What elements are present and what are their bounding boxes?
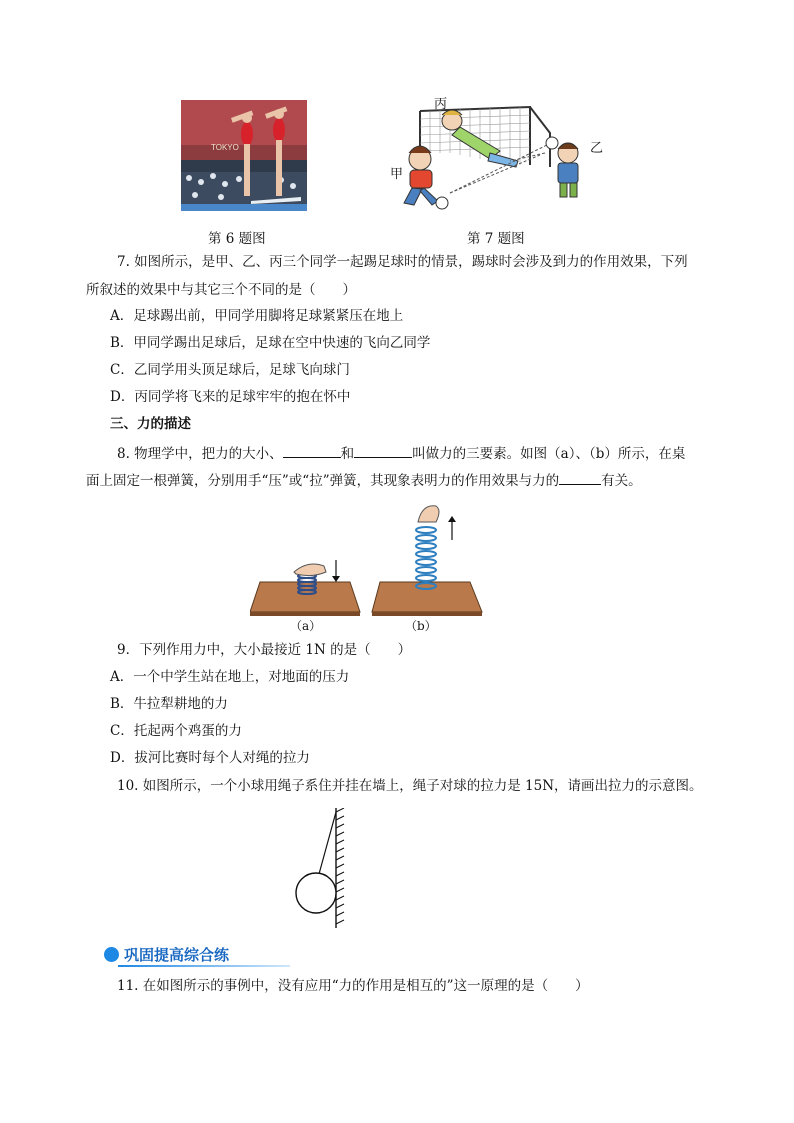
fig8-springs [250, 500, 490, 633]
q7-stem-line1: 7. 如图所示，是甲、乙、丙三个同学一起踢足球时的情景，踢球时会涉及到力的作用效果，下列 [117, 254, 688, 270]
q7-option-c: C．乙同学用头顶足球后，足球飞向球门 [110, 362, 350, 378]
q8-blank-1 [283, 443, 341, 458]
fig6-caption: 第 6 题图 [208, 231, 266, 247]
fig6-photo [181, 100, 307, 211]
q8-text-c: 叫做力的三要素。如图（a）、（b）所示，在桌 [412, 446, 686, 462]
q7-stem-line2: 所叙述的效果中与其它三个不同的是（ ） [86, 282, 356, 298]
q9-option-c: C．托起两个鸡蛋的力 [110, 723, 242, 739]
section-banner [100, 943, 290, 967]
fig7-illustration [390, 93, 620, 218]
banner-title: 巩固提高综合练 [124, 946, 230, 964]
q8-line2 [86, 470, 642, 491]
q8-text-a: 8. 物理学中，把力的大小、 [117, 446, 283, 462]
q8-text-d: 面上固定一根弹簧，分别用手“压”或“拉”弹簧，其现象表明力的作用效果与力的 [86, 473, 560, 489]
q10-stem: 10. 如图所示，一个小球用绳子系住并挂在墙上，绳子对球的拉力是 15N，请画出拉力的示意图。 [117, 778, 703, 794]
q7-option-d: D．丙同学将飞来的足球牢牢的抱在怀中 [110, 389, 351, 405]
q8-text-b: 和 [340, 446, 355, 462]
q8-text-e: 有关。 [601, 473, 642, 489]
fig6-photo-text: TOKYO [211, 143, 239, 152]
q8-blank-3 [559, 470, 601, 485]
fig10-ball-wall [290, 808, 360, 930]
fig7-label-jia: 甲 [390, 167, 404, 182]
q11-stem: 11. 在如图所示的事例中，没有应用“力的作用是相互的”这一原理的是（ ） [117, 978, 589, 994]
q8-line1 [117, 443, 685, 464]
fig7-label-yi: 乙 [590, 141, 604, 156]
fig7-caption: 第 7 题图 [467, 231, 525, 247]
fig7-label-bing: 丙 [434, 97, 448, 112]
q9-option-b: B．牛拉犁耕地的力 [110, 696, 228, 712]
q7-option-a: A．足球踢出前，甲同学用脚将足球紧紧压在地上 [110, 308, 404, 324]
banner-dot-icon [104, 947, 119, 962]
fig8-label-a: （a） [290, 619, 322, 633]
q9-option-d: D．拔河比赛时每个人对绳的拉力 [110, 750, 310, 766]
banner-underline [118, 965, 290, 967]
q9-option-a: A．一个中学生站在地上，对地面的压力 [110, 669, 350, 685]
section3-title: 三、力的描述 [110, 416, 191, 432]
q9-stem: 9．下列作用力中，大小最接近 1N 的是（ ） [117, 642, 412, 658]
fig8-label-b: （b） [405, 619, 437, 633]
q8-blank-2 [354, 443, 412, 458]
q7-option-b: B．甲同学踢出足球后，足球在空中快速的飞向乙同学 [110, 335, 431, 351]
